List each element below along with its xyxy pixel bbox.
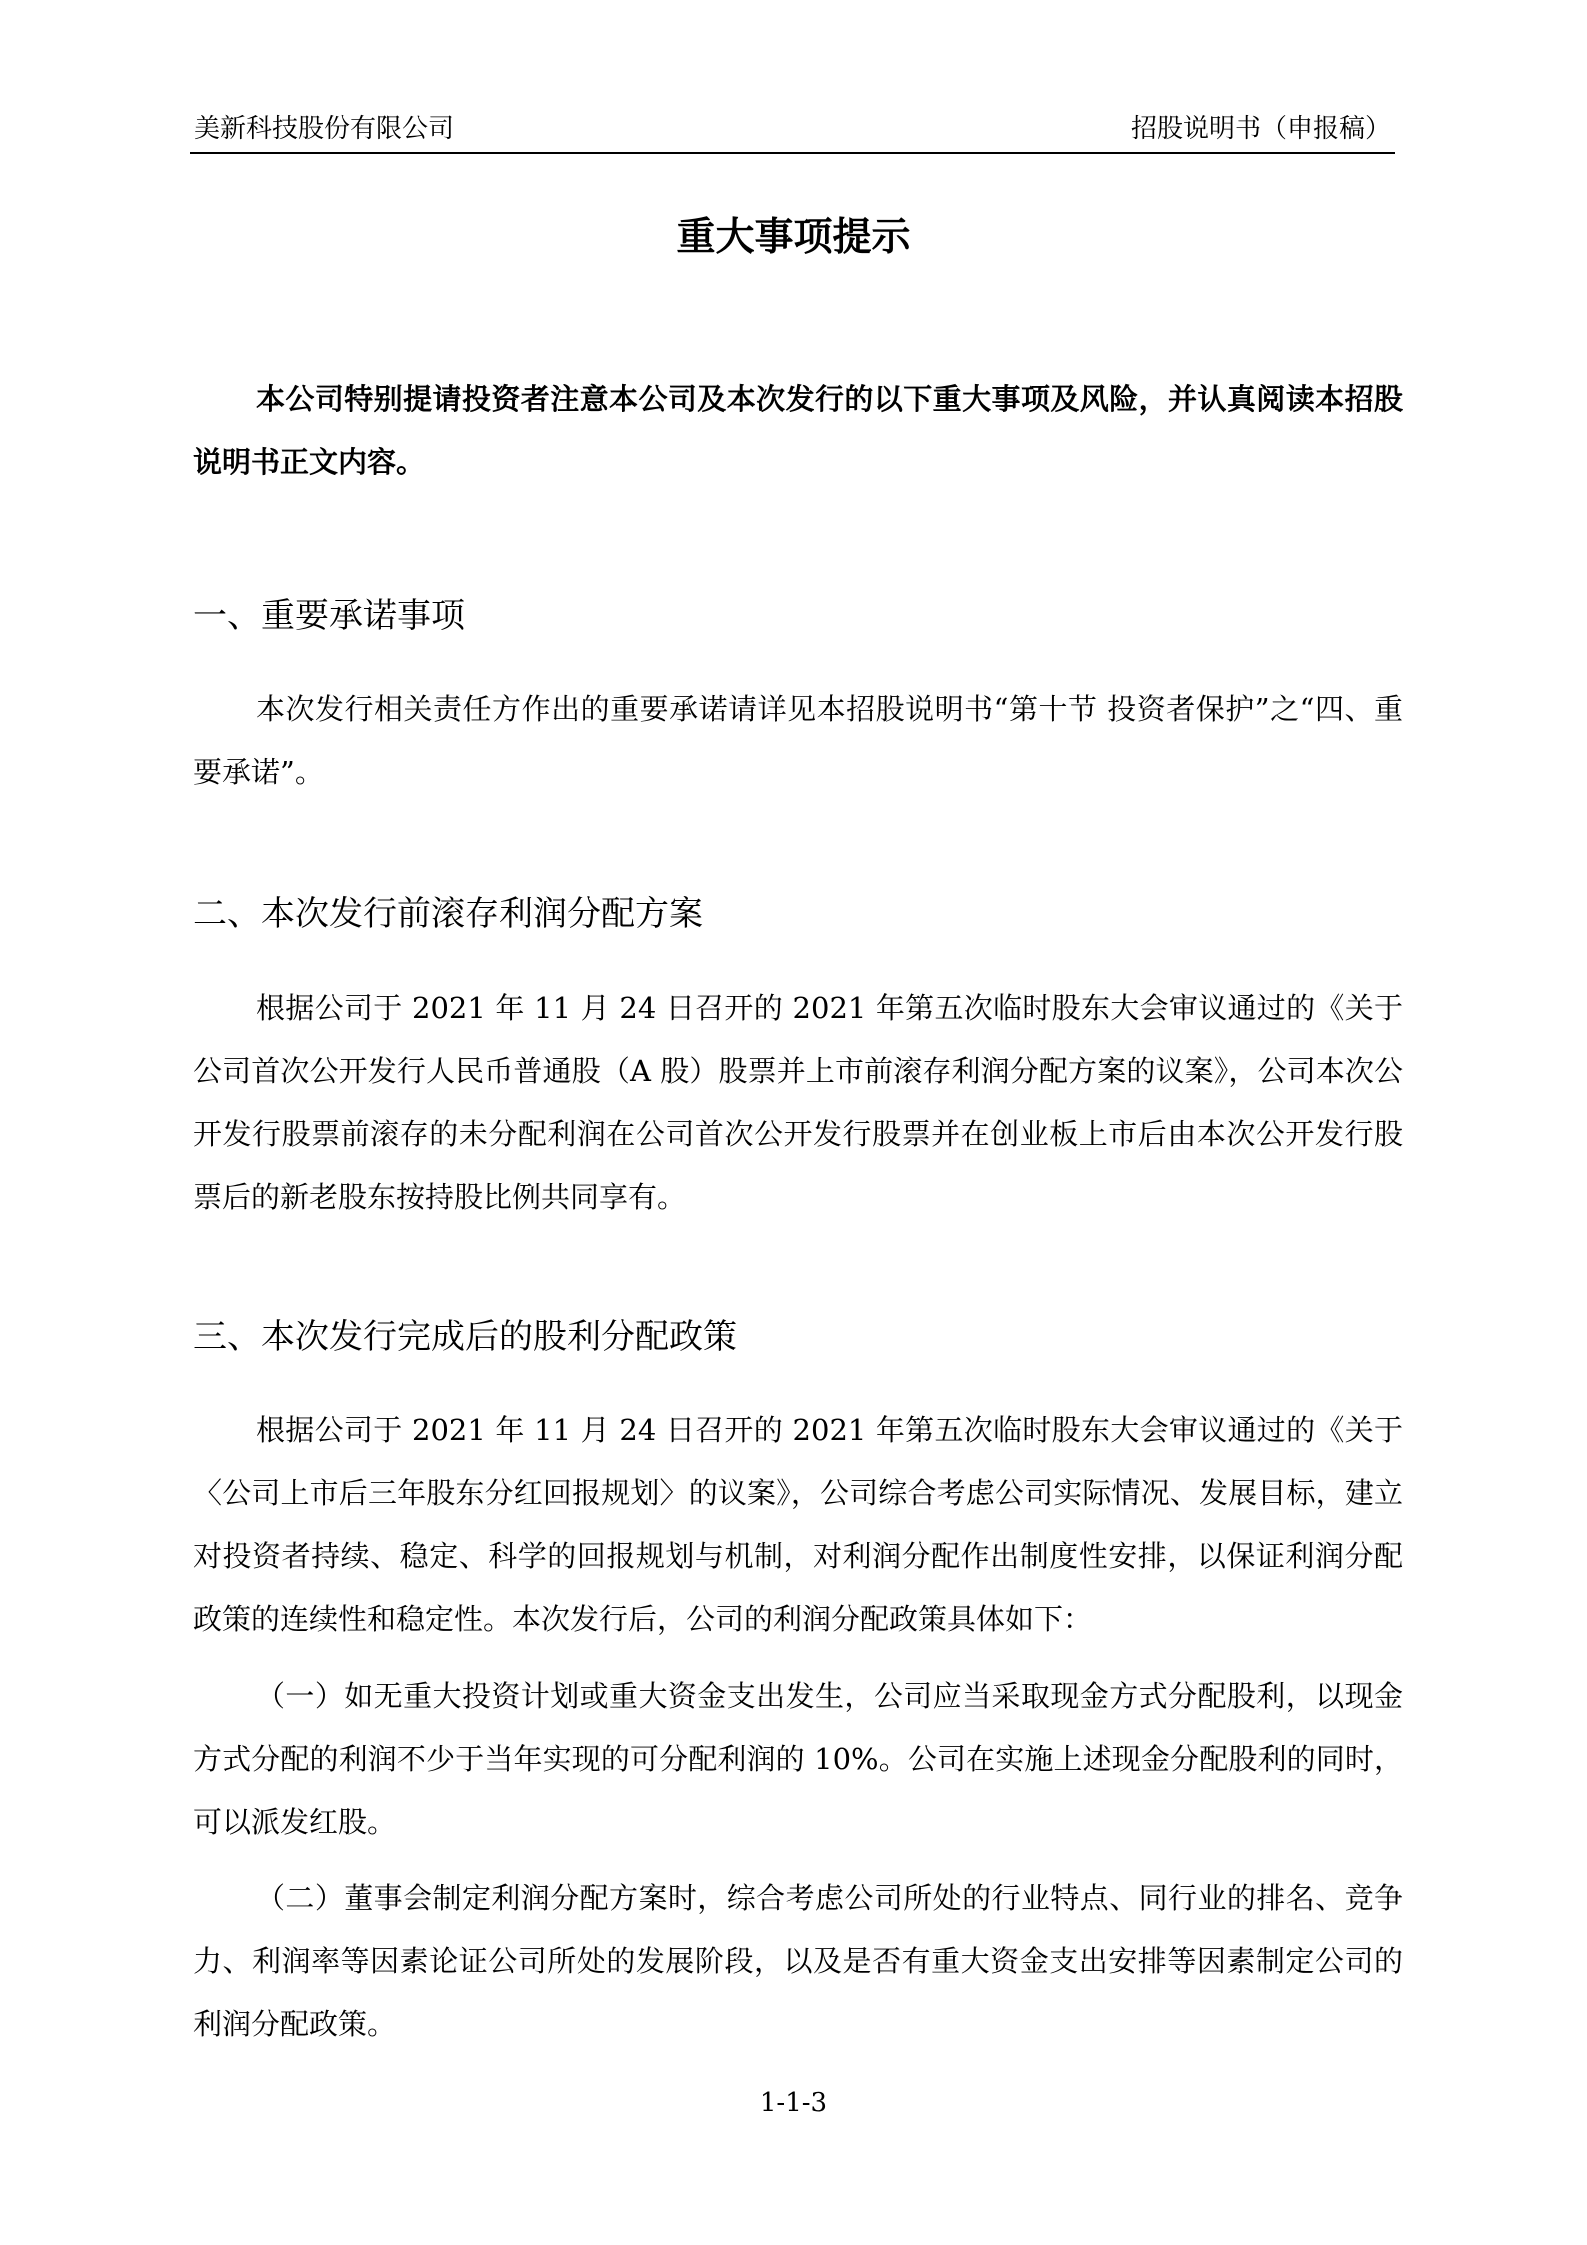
page-number: 1-1-3 <box>759 2088 828 2118</box>
section-retained-profit-paragraph: 根据公司于 2021 年 11 月 24 日召开的 2021 年第五次临时股东大会审议通过的《关于公司首次公开发行人民币普通股（A 股）股票并上市前滚存利润分配方案的议案》，公司本次公开发行股票前滚存的未分配利润在公司首次公开发行股票并在创业板上市后由本次公开发行股票后的新老股东按持股比例共同享有。 <box>193 991 1403 1214</box>
section-heading-retained-profit: 二、本次发行前滚存利润分配方案 <box>193 894 703 934</box>
section-heading-commitments: 一、重要承诺事项 <box>193 596 465 636</box>
section-commitments-paragraph: 本次发行相关责任方作出的重要承诺请详见本招股说明书“第十节 投资者保护”之“四、重要承诺”。 <box>193 692 1403 789</box>
lead-notice: 本公司特别提请投资者注意本公司及本次发行的以下重大事项及风险，并认真阅读本招股说明书正文内容。 <box>193 382 1403 479</box>
dividend-policy-item-1: （一）如无重大投资计划或重大资金支出发生，公司应当采取现金方式分配股利，以现金方式分配的利润不少于当年实现的可分配利润的 10%。公司在实施上述现金分配股利的同时，可以派发红股。 <box>193 1679 1403 1839</box>
section-heading-dividend-policy: 三、本次发行完成后的股利分配政策 <box>193 1317 737 1357</box>
page-header <box>190 110 1395 154</box>
page-title: 重大事项提示 <box>676 215 911 260</box>
dividend-policy-item-2: （二）董事会制定利润分配方案时，综合考虑公司所处的行业特点、同行业的排名、竞争力、利润率等因素论证公司所处的发展阶段，以及是否有重大资金支出安排等因素制定公司的利润分配政策。 <box>193 1881 1403 2041</box>
document-name: 招股说明书（申报稿） <box>1130 114 1391 144</box>
company-name: 美新科技股份有限公司 <box>194 114 455 144</box>
section-dividend-policy-paragraph: 根据公司于 2021 年 11 月 24 日召开的 2021 年第五次临时股东大会审议通过的《关于〈公司上市后三年股东分红回报规划〉的议案》，公司综合考虑公司实际情况、发展目标，建立对投资者持续、稳定、科学的回报规划与机制，对利润分配作出制度性安排，以保证利润分配政策的连续性和稳定性。本次发行后，公司的利润分配政策具体如下： <box>193 1413 1403 1636</box>
